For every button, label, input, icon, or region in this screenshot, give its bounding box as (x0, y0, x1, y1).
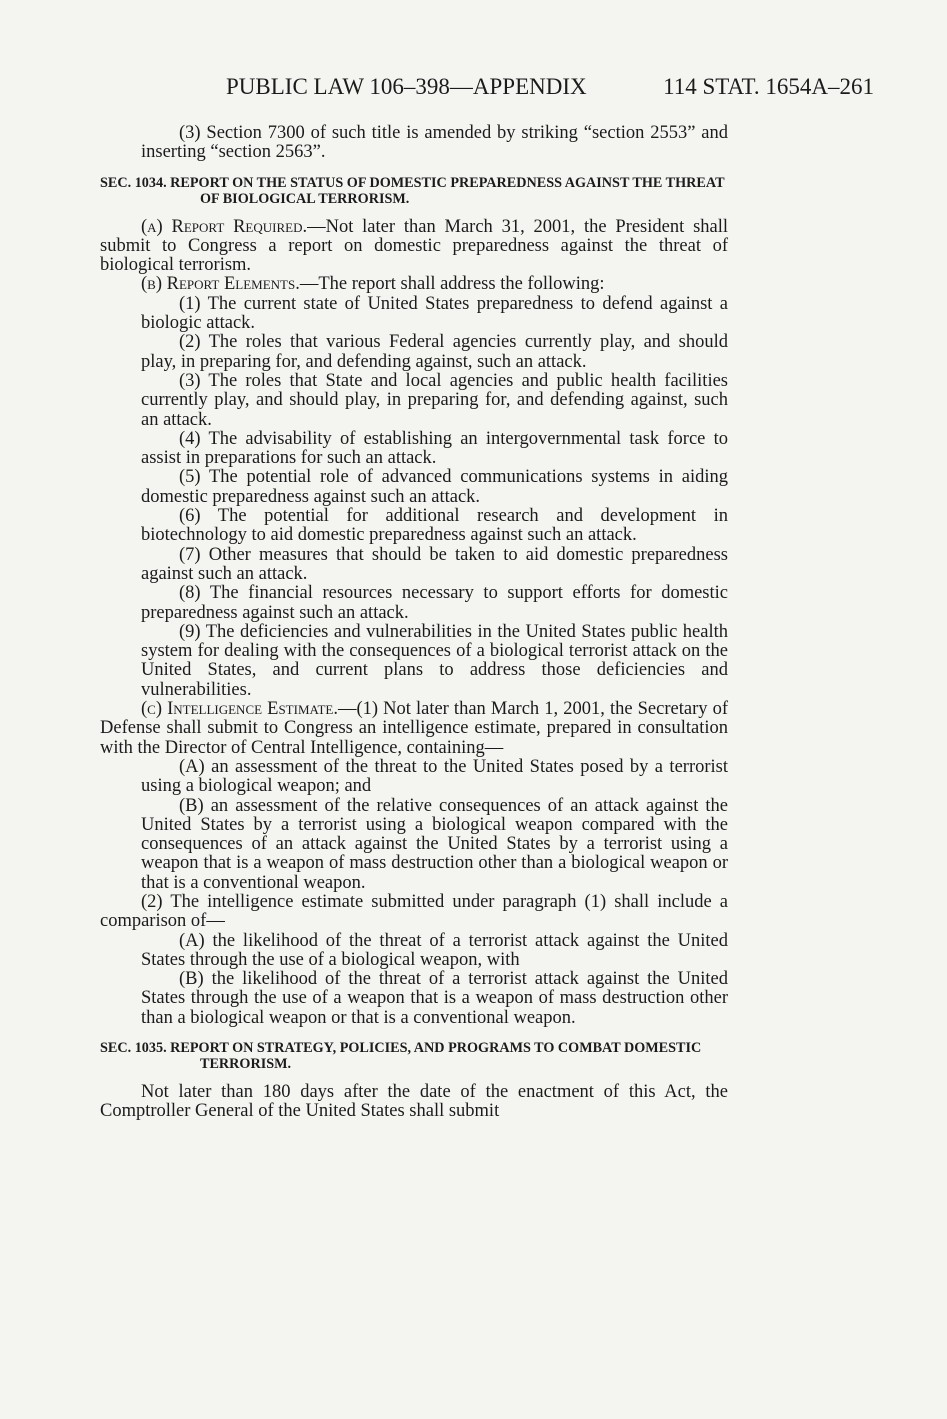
b-item-3: (3) The roles that State and local agencies and public health facilities currently play, and should play, in preparing for, and defending against, such an attack. (141, 370, 728, 430)
section-1035-text: Not later than 180 days after the date of the enactment of this Act, the Comptroller General of the United States shall submit (100, 1082, 728, 1122)
header-law-citation: PUBLIC LAW 106–398—APPENDIX (226, 74, 587, 99)
c-paragraph-2: (2) The intelligence estimate submitted under paragraph (1) shall include a comparison of— (100, 891, 728, 932)
section-1034-heading: SEC. 1034. REPORT ON THE STATUS OF DOMESTIC PREPAREDNESS AGAINST THE THREAT OF BIOLOGICAL TERRORISM. (100, 174, 725, 207)
subsection-c-text: —(1) Not later than March 1, 2001, the Secretary of Defense shall submit to Congress an intelligence estimate, prepared in consultation with the Director of Central Intelligence, containing— (100, 699, 728, 758)
b-item-2: (2) The roles that various Federal agencies currently play, and should play, in preparing for, and defending against, such an attack. (141, 332, 728, 372)
header-stat-page: 114 STAT. 1654A–261 (663, 74, 874, 99)
subsection-b (100, 275, 728, 294)
b-item-8: (8) The financial resources necessary to support efforts for domestic preparedness against such an attack. (141, 583, 728, 623)
b-item-9: (9) The deficiencies and vulnerabilities in the United States public health system for dealing with the consequences of a biological terrorist attack on the United States, and current plans to address those deficiencies and vulnerabilities. (141, 621, 728, 700)
c2-item-a: (A) the likelihood of the threat of a terrorist attack against the United States through the use of a biological weapon, with (141, 930, 728, 970)
c1-item-a: (A) an assessment of the threat to the United States posed by a terrorist using a biological weapon; and (141, 756, 728, 797)
b-item-7: (7) Other measures that should be taken to aid domestic preparedness against such an attack. (141, 544, 728, 584)
subsection-c (100, 700, 728, 758)
subsection-b-text: —The report shall address the following: (299, 274, 605, 295)
subsection-a-label: (a) Report Required. (141, 216, 308, 237)
subsection-a-text: —Not later than March 31, 2001, the President shall submit to Congress a report on domestic preparedness against the threat of biological terrorism. (100, 216, 729, 276)
c2-item-b: (B) the likelihood of the threat of a terrorist attack against the United States through the use of a weapon that is a weapon of mass destruction other than a biological weapon or that is a conventional weapon. (141, 969, 728, 1028)
subsection-c-label: (c) Intelligence Estimate. (141, 699, 338, 720)
b-item-5: (5) The potential role of advanced communications systems in aiding domestic preparedness against such an attack. (141, 467, 728, 507)
c1-item-b: (B) an assessment of the relative consequences of an attack against the United States by a terrorist using a biological weapon compared with the consequences of an attack against the United States by a terrorist using a weapon that is a weapon of mass destruction other than a biological weapon or that is a conventional weapon. (141, 795, 728, 893)
b-item-6: (6) The potential for additional research and development in biotechnology to aid domestic preparedness against such an attack. (141, 506, 728, 546)
b-item-1: (1) The current state of United States preparedness to defend against a biologic attack. (141, 293, 728, 334)
subsection-b-label: (b) Report Elements. (141, 274, 300, 295)
intro-paragraph: (3) Section 7300 of such title is amended by striking “section 2553” and inserting “section 2563”. (141, 123, 728, 163)
subsection-a (100, 218, 728, 276)
section-1035-heading: SEC. 1035. REPORT ON STRATEGY, POLICIES, AND PROGRAMS TO COMBAT DOMESTIC TERRORISM. (100, 1040, 702, 1073)
document-body (100, 124, 728, 1122)
b-item-4: (4) The advisability of establishing an intergovernmental task force to assist in preparations for such an attack. (141, 428, 728, 469)
